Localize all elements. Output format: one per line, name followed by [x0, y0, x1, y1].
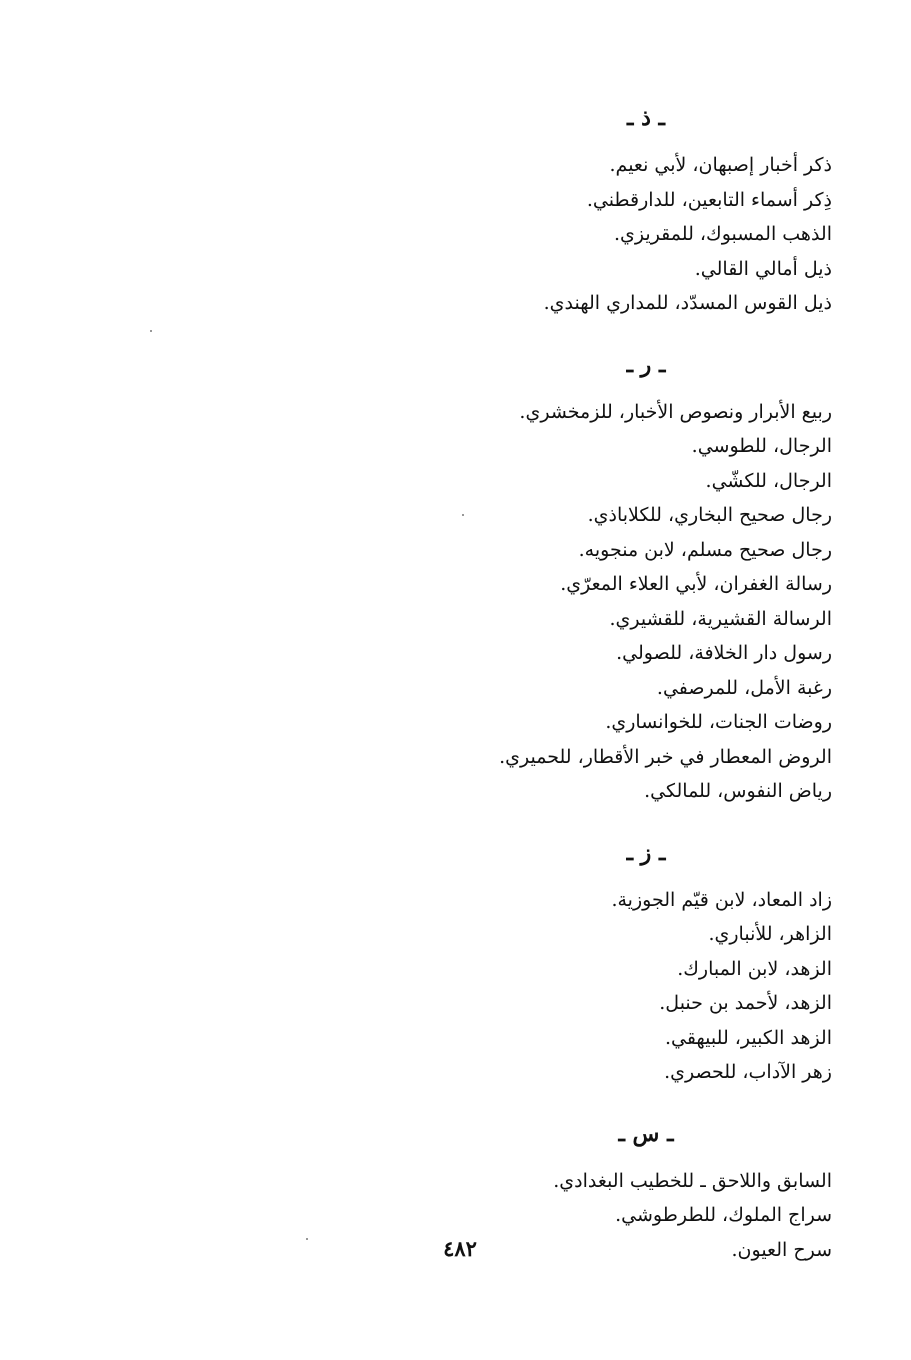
list-item: الزهد الكبير، للبيهقي.	[664, 1026, 832, 1049]
list-item: الرجال، للكشّي.	[705, 469, 832, 492]
list-item: ذكر أخبار إصبهان، لأبي نعيم.	[609, 154, 832, 176]
list-item: رجال صحيح مسلم، لابن منجويه.	[578, 538, 832, 561]
section-gap	[400, 321, 832, 347]
section-heading: ـ ذ ـ	[626, 105, 665, 131]
list-item: ذيل أمالي القالي.	[694, 257, 832, 280]
list-item: زهر الآداب، للحصري.	[664, 1061, 832, 1083]
section-heading: ـ س ـ	[618, 1120, 674, 1147]
list-item: ذيل القوس المسدّد، للمداري الهندي.	[543, 292, 832, 314]
list-item: ذِكر أسماء التابعين، للدارقطني.	[586, 188, 832, 211]
list-item: رسول دار الخلافة، للصولي.	[616, 642, 832, 664]
list-item: الزاهر، للأنباري.	[708, 923, 832, 945]
list-item: الذهب المسبوك، للمقريزي.	[614, 223, 832, 245]
page-number: ٤٨٢	[443, 1236, 477, 1261]
list-item: رغبة الأمل، للمرصفي.	[656, 676, 832, 699]
list-item: الزهد، لأحمد بن حنبل.	[659, 992, 832, 1014]
list-item: ربيع الأبرار ونصوص الأخبار، للزمخشري.	[519, 400, 832, 423]
section-zay	[400, 835, 832, 1090]
list-item: رياض النفوس، للمالكي.	[644, 780, 832, 802]
list-item: الروض المعطار في خبر الأقطار، للحميري.	[499, 745, 832, 768]
scan-speck	[150, 330, 152, 332]
section-gap	[400, 1090, 832, 1116]
list-item: الرسالة القشيرية، للقشيري.	[609, 607, 832, 630]
list-item: روضات الجنات، للخوانساري.	[605, 711, 832, 733]
index-list	[400, 100, 832, 1267]
scan-speck	[306, 1238, 308, 1240]
section-heading: ـ ر ـ	[626, 351, 666, 378]
list-item: الزهد، لابن المبارك.	[677, 957, 832, 980]
list-item: السابق واللاحق ـ للخطيب البغدادي.	[553, 1169, 832, 1192]
section-dhal	[400, 100, 832, 321]
list-item: الرجال، للطوسي.	[691, 435, 832, 457]
list-item: سرح العيون.	[731, 1238, 832, 1261]
section-ra	[400, 347, 832, 809]
list-item: رسالة الغفران، لأبي العلاء المعرّي.	[560, 573, 832, 595]
list-item: سراج الملوك، للطرطوشي.	[615, 1204, 832, 1226]
section-gap	[400, 809, 832, 835]
list-item: زاد المعاد، لابن قيّم الجوزية.	[611, 888, 832, 911]
list-item: رجال صحيح البخاري، للكلاباذي.	[587, 504, 832, 526]
scan-speck	[462, 514, 464, 516]
section-heading: ـ ز ـ	[626, 839, 666, 866]
